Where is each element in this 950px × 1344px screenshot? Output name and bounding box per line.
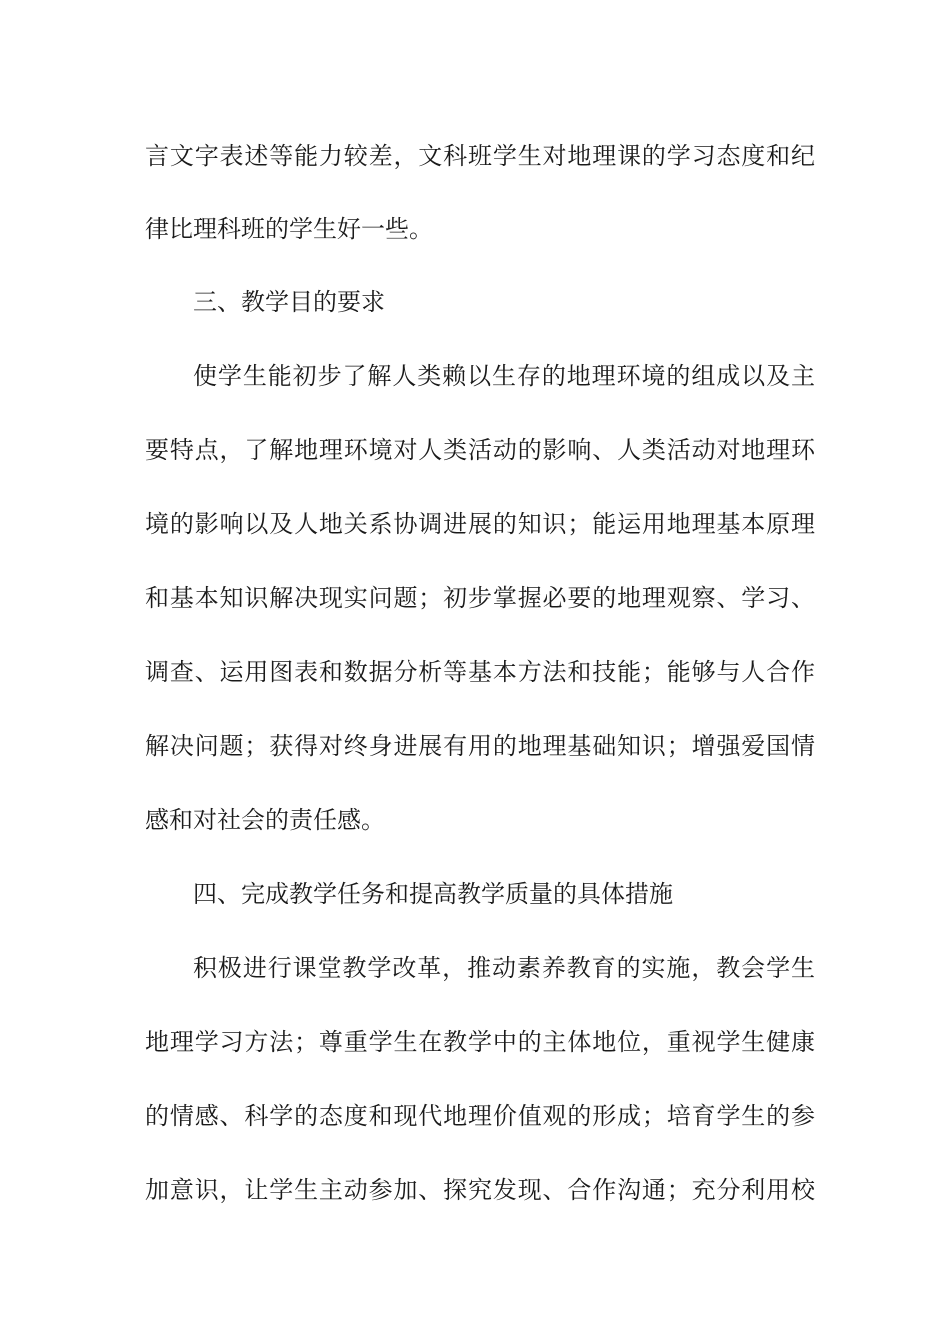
paragraph-line: 和基本知识解决现实问题；初步掌握必要的地理观察、学习、: [145, 584, 815, 612]
paragraph-line: 境的影响以及人地关系协调进展的知识；能运用地理基本原理: [145, 510, 815, 538]
section-heading: 三、教学目的要求: [193, 288, 385, 316]
paragraph-line: 积极进行课堂教学改革，推动素养教育的实施，教会学生: [193, 954, 815, 982]
paragraph-line: 加意识，让学生主动参加、探究发现、合作沟通；充分利用校: [145, 1176, 815, 1204]
paragraph-line: 调查、运用图表和数据分析等基本方法和技能；能够与人合作: [145, 658, 815, 686]
paragraph-line: 感和对社会的责任感。: [145, 806, 385, 834]
paragraph-line: 的情感、科学的态度和现代地理价值观的形成；培育学生的参: [145, 1102, 815, 1130]
paragraph-line: 律比理科班的学生好一些。: [145, 215, 433, 243]
section-heading: 四、完成教学任务和提高教学质量的具体措施: [193, 880, 673, 908]
paragraph-line: 地理学习方法；尊重学生在教学中的主体地位，重视学生健康: [145, 1028, 815, 1056]
paragraph-line: 言文字表述等能力较差，文科班学生对地理课的学习态度和纪: [145, 142, 815, 170]
paragraph-line: 解决问题；获得对终身进展有用的地理基础知识；增强爱国情: [145, 732, 815, 760]
paragraph-line: 使学生能初步了解人类赖以生存的地理环境的组成以及主: [193, 362, 815, 390]
paragraph-line: 要特点，了解地理环境对人类活动的影响、人类活动对地理环: [145, 436, 815, 464]
